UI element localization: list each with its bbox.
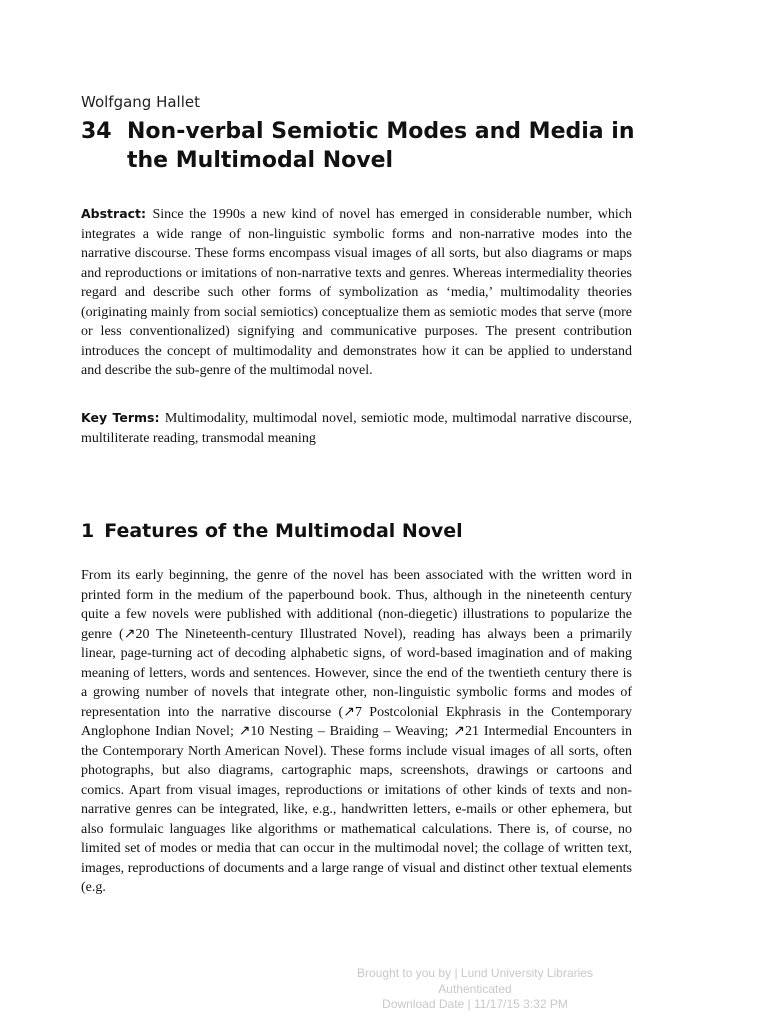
footer-line-3: Download Date | 11/17/15 3:32 PM — [382, 997, 568, 1011]
download-watermark — [330, 966, 620, 1013]
author-name: Wolfgang Hallet — [81, 93, 201, 111]
key-terms — [81, 408, 632, 448]
section-title: Features of the Multimodal Novel — [104, 520, 463, 542]
body-paragraph: From its early beginning, the genre of the novel has been associated with the written word in printed form in the medium of the paperbound book. Thus, although in the nineteenth century quite a few novels were published with additional (non-diegetic) illustrations to popularize the genre (↗20 The Nineteenth-century Illustrated Novel), reading has always been a primarily linear, page-turning act of decoding alphabetic signs, of word-based imagination and of making meaning of letters, words and sentences. However, since the end of the twentieth century there is a growing number of novels that integrate other, non-linguistic symbolic forms and modes of representation into the narrative discourse (↗7 Postcolonial Ekphrasis in the Contemporary Anglophone Indian Novel; ↗10 Nesting – Braiding – Weaving; ↗21 Intermedial Encounters in the Contemporary North American Novel). These forms include visual images of all sorts, often photographs, but also diagrams, cartographic maps, screenshots, drawings or cartoons and comics. Apart from visual images, reproductions or imitations of other kinds of texts and non-narrative genres can be integrated, like, e.g., handwritten letters, e-mails or other ephemera, but also formulaic languages like algorithms or mathematical calculations. There is, of course, no limited set of modes or media that can occur in the multimodal novel; the collage of written text, images, reproductions of documents and a large range of visual and distinct other textual elements (e.g. — [81, 568, 632, 895]
section-heading — [81, 520, 463, 542]
chapter-number: 34 — [81, 119, 112, 144]
chapter-heading — [81, 117, 641, 175]
abstract-label: Abstract: — [81, 206, 153, 221]
chapter-title: Non-verbal Semiotic Modes and Media in the Multimodal Novel — [127, 119, 635, 173]
section-number: 1 — [81, 520, 95, 542]
footer-line-1: Brought to you by | Lund University Libraries — [357, 966, 593, 980]
footer-line-2: Authenticated — [438, 981, 512, 996]
key-terms-label: Key Terms: — [81, 410, 165, 425]
key-terms-text: Multimodality, multimodal novel, semiotic mode, multimodal narrative discourse, multiliterate reading, transmodal meaning — [81, 411, 632, 446]
abstract — [81, 204, 632, 381]
abstract-text: Since the 1990s a new kind of novel has emerged in considerable number, which integrates a wide range of non-linguistic symbolic forms and non-narrative modes into the narrative discourse. These forms encompass visual images of all sorts, but also diagrams or maps and reproductions or imitations of non-narrative texts and genres. Whereas intermediality theories regard and describe such other forms of symbolization as ‘media,’ multimodality theories (originating mainly from social semiotics) conceptualize them as semiotic modes that serve (more or less conventionalized) signifying and communicative purposes. The present contribution introduces the concept of multimodality and demonstrates how it can be applied to understand and describe the sub-genre of the multimodal novel. — [81, 207, 632, 378]
